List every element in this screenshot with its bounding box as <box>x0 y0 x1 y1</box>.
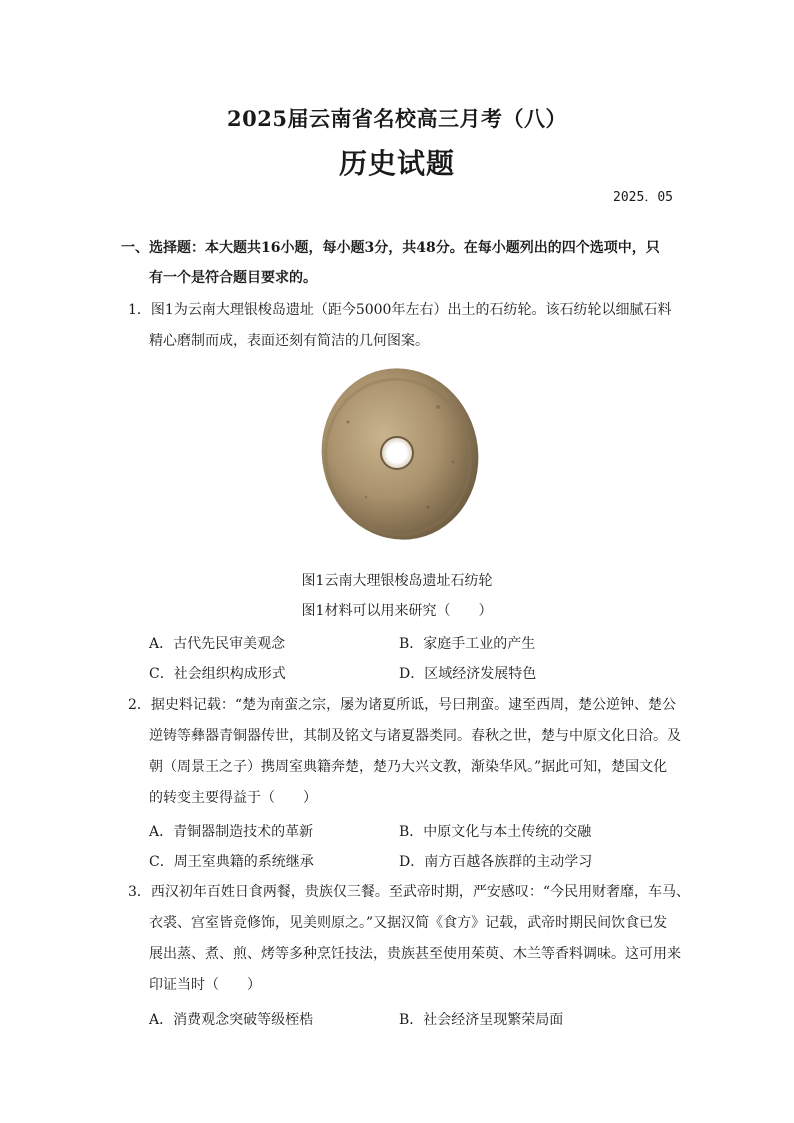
q2-text-line1: 2．据史料记载：“楚为南蛮之宗，屡为诸夏所诋，号曰荆蛮。逮至西周，楚公逆钟、楚公 <box>128 697 677 713</box>
q1-option-c: C．社会组织构成形式 <box>149 666 286 682</box>
q1-stem: 图1材料可以用来研究（ ） <box>301 603 493 619</box>
q3-text-line4: 印证当时（ ） <box>149 977 261 993</box>
q2-option-b: B．中原文化与本土传统的交融 <box>399 824 592 840</box>
q3-option-b: B．社会经济呈现繁荣局面 <box>399 1012 564 1028</box>
q1-text-line1: 1．图1为云南大理银梭岛遗址（距今5000年左右）出土的石纺轮。该石纺轮以细腻石料 <box>128 302 672 318</box>
q1-option-d: D．区域经济发展特色 <box>399 666 537 682</box>
q1-option-b: B．家庭手工业的产生 <box>399 636 536 652</box>
q2-text-line4: 的转变主要得益于（ ） <box>149 790 317 806</box>
exam-subject: 历史试题 <box>338 147 455 180</box>
stone-spindle-whorl-image <box>318 367 480 541</box>
q1-text-line2: 精心磨制而成，表面还刻有简洁的几何图案。 <box>149 333 429 349</box>
q3-text-line3: 展出蒸、煮、煎、烤等多种烹饪技法，贵族甚至使用茱萸、木兰等香料调味。这可用来 <box>149 946 681 962</box>
q2-text-line3: 朝（周景王之子）携周室典籍奔楚，楚乃大兴文教，渐染华风。”据此可知，楚国文化 <box>149 759 668 775</box>
q2-option-d: D．南方百越各族群的主动学习 <box>399 854 593 870</box>
exam-date: 2025．05 <box>613 190 673 205</box>
q3-text-line1: 3．西汉初年百姓日食两餐，贵族仅三餐。至武帝时期，严安感叹：“今民用财奢靡，车马、 <box>128 884 691 900</box>
exam-title: 2025届云南省名校高三月考（八） <box>227 106 567 131</box>
section-heading-line2: 有一个是符合题目要求的。 <box>149 270 317 286</box>
spindle-whorl-figure <box>318 367 480 541</box>
q3-text-line2: 衣裘、宫室皆竞修饰，见美则原之。”又据汉简《食方》记载，武帝时期民间饮食已发 <box>149 915 668 931</box>
q1-option-a: A．古代先民审美观念 <box>149 636 286 652</box>
q2-option-a: A．青铜器制造技术的革新 <box>149 824 314 840</box>
q2-text-line2: 逆铸等彝器青铜器传世，其制及铭文与诸夏器类同。春秋之世，楚与中原文化日洽。及 <box>149 728 681 744</box>
q1-figure-caption: 图1云南大理银梭岛遗址石纺轮 <box>301 573 493 589</box>
q3-option-a: A．消费观念突破等级桎梏 <box>149 1012 314 1028</box>
section-heading-line1: 一、选择题：本大题共16小题，每小题3分，共48分。在每小题列出的四个选项中，只 <box>121 240 660 256</box>
q2-option-c: C．周王室典籍的系统继承 <box>149 854 314 870</box>
